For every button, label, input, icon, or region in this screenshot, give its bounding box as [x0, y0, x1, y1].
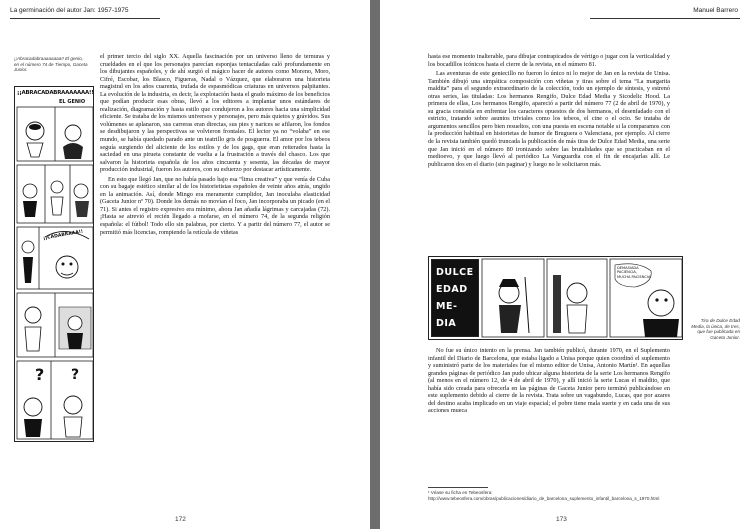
running-head-rule: [590, 18, 740, 19]
comic-drawing: [15, 87, 94, 442]
footnote: ¹ Véase su ficha en Tebeosfera: http://www.tebeosfera.com/obras/publicaciones/diario_de_barcelona_suplemento_infantil_barcelona_s_1970.html: [428, 490, 660, 501]
strip-balloon-text: DEMASIADA PACIENCIA, MUCHA PACIENCIA: [617, 266, 651, 279]
left-page: [0, 0, 370, 529]
paragraph: Las aventuras de este geniecillo no fueron lo único ni lo mejor de Jan en la revista de Unisa. También dibujó una simpática composición con viñetas y tiras sobre el tema “La margarita maldita” para el segundo extraordinario de la colección, todo un ejemplo de síntesis, y estrenó otras series, las tituladas: Los hermanos Rengifo, Dulce Edad Media y Sicodelic Hood. La primera de ellas, Los hermanos Rengifo, apareció a partir del número 77 (2 de abril de 1970), y su gracia consistía en enfrentar los caracteres opuestos de dos hermanos, el desenfadado con el estricto, tratando sobre asuntos triviales como los tebeos, el cine o el ocio. Se trataba de argumentos sencillos pero bien resueltos, con una puesta en escena notable si la comparamos con la producción habitual en historietas de humor de Bruguera o Valenciana, por ejemplo. Al cierre de la revista también quedó truncada la publicación de más tiras de Dulce Edad Media, una serie que Jan inició en el número 80 ironizando sobre las brutalidades que se practicaban en el medioevo, y que luego llevó al periódico La Vanguardia con el fin de encajarlas allí. Le publicaron dos en el diario (sin paginar) y luego no le solicitaron más.: [428, 70, 670, 168]
comic-question-mark-2: ?: [71, 367, 80, 383]
right-body-text-top: [428, 53, 670, 168]
running-head-left: La germinación del autor Jan: 1957-1975: [10, 7, 129, 14]
paragraph: En esto que llegó Jan, que no había pasado bajo esa “lima creativa” y que venía de Cuba con su bagaje estético similar al de los historietistas españoles de veinte años atrás, ungido en la animación. Así, donde Mingo era meramente cumplidor, Jan inoculaba elasticidad (Gaceta Junior nº 70). Donde los demás no movían el foco, Jan incorporaba un picado (en el 71). Si antes el registro expresivo era mínimo, ahora Jan añadía lágrimas y carcajadas (72). ¡Hasta se atrevió el recién llegado a mofarse, en el número 74, de la segunda religión española: el fútbol! Todo ello sin palabras, por cierto. Y a partir del número 77, el autor se permitió más licencias, rompiendo la retícula de viñetas: [100, 175, 330, 236]
strip-title-line: DULCE: [436, 267, 474, 278]
comic-caption: ¡¡Abracadabraaaaaaaa!! El genio, en el número 74 de Tiempo, Gaceta Junior.: [14, 56, 88, 73]
strip-title-line: ME-: [436, 301, 458, 312]
strip-caption: Tira de Dulce Edad Media, la única, de tres, que fue publicada en Gaceta Junior.: [691, 318, 740, 340]
comic-subtitle: EL GENIO: [59, 99, 86, 105]
footnote-rule: [428, 487, 488, 488]
strip-title-line: DIA: [436, 318, 457, 329]
comic-page-image: [14, 86, 94, 442]
strip-title-line: EDAD: [436, 284, 468, 295]
page-number-right: 173: [556, 516, 567, 523]
left-body-text: [100, 53, 330, 236]
running-head-right: Manuel Barrero: [693, 7, 738, 14]
comic-question-mark: ?: [35, 365, 45, 384]
paragraph: hasta ese momento inalterable, para dibujar contrapicados de vértigo o jugar con la verticalidad y los bocadillos icónicos hasta el cierre de la revista, en el número 81.: [428, 53, 670, 68]
paragraph: No fue su único intento en la prensa. Jan también publicó, durante 1970, en el Suplemento infantil del Diario de Barcelona, que estaba ligado a Unisa porque quien coordinó el suplemento y suministró parte de los materiales fue el mismo editor de Unisa, Antonio Martín¹. En aquellas grandes páginas de periódico Jan pudo ubicar alguna historieta de la serie Los hermanos Rengifo (al menos en el número 12, de 4 de abril de 1970), y allí inició la serie Lucas el maldito, que había sido creada para ofrecerla en las páginas de Gaceta Junior pero terminó publicándose en este suplemento debido al cierre de la revista. Trata sobre un vagabundo, Lucas, que por azares del destino acaba implicado en un viaje espacial; el pobre tiene mala suerte y en cada una de sus acciones mueca: [428, 347, 670, 415]
running-head-rule: [10, 18, 160, 19]
page-number-left: 172: [175, 516, 186, 523]
paragraph: el primer tercio del siglo XX. Aquella fascinación por un universo lleno de ternuras y crueldades en el que los personajes parecían esponjas tentaculadas caló profundamente en los dibujantes españoles, y de ahí surgió el mágico hacer de autores como Moreno, Moro, Cifré, Escobar, los Blasco, Figueras, Nadal o Vázquez, que elaboraron una historieta magistral en los años cuarenta, trufada de espasmódicas criaturas en universos palpitantes. La evolución de la industria, es decir, la explotación hasta el grado máximo de los beneficios que podían producir esas obras, llevó a los editores a implantar unos estándares de realización, diagramación y hasta estilo que condujeron a los autores hacia una simplicidad eficiente. Se trataba de los mismos universos y personajes, pero más quietos y grávidos. Sus volúmenes se aplanaron, sus carreras eran directas, sus pies y narices se afilaron, los fondos se desdibujaron y las perspectivas se volvieron frontales. El lector ya no “volaba” en ese mundo, se había quedado parado ante un teatrillo gris de posguerra. El amor por los tebeos seguía surgiendo del aliciente de los estilos y de los gags, que eran reiterados hasta la saciedad en una pirueta constante de vuelta a la frustración a través del chasco. Los que salvaron la historieta española de los años cincuenta y sesenta, las décadas de mayor producción industrial, fueron los autores, con su esfuerzo por destacar artísticamente.: [100, 53, 330, 174]
comic-strip-image: [428, 256, 683, 340]
right-body-text-bottom: [428, 347, 670, 415]
right-page: [380, 0, 750, 529]
comic-title: ¡¡ABRACADABRAAAAAAA!!: [17, 90, 94, 96]
comic-sfx: ¡¡CADABRAAA!!: [42, 229, 84, 242]
